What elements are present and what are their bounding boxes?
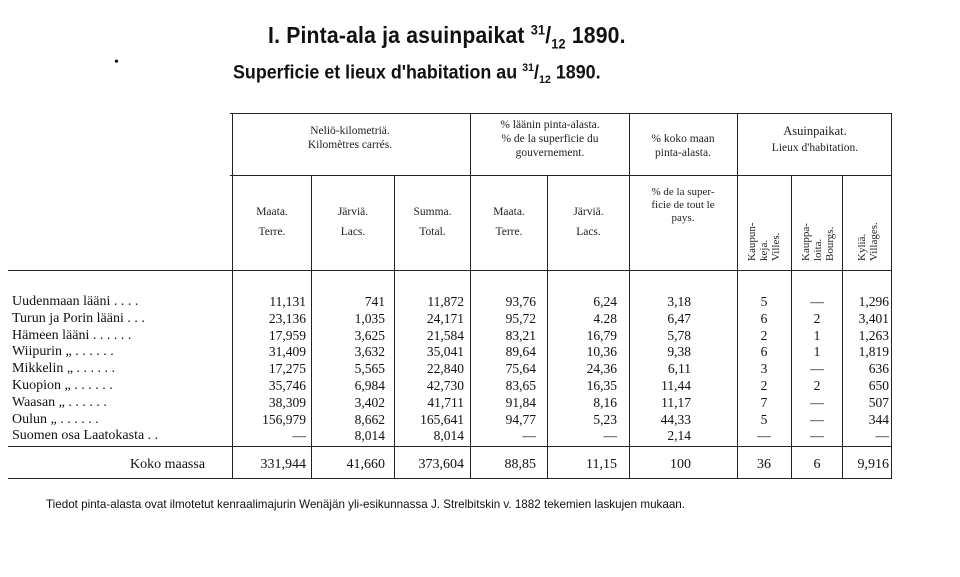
cell-jarvia: 6,984 [354,378,385,393]
cell-p-maata: 93,76 [505,294,536,309]
summa-header [396,205,469,239]
villes-header-2: keja. [758,239,770,261]
footnote: Tiedot pinta-alasta ovat ilmotetut kenraalimajurin Wenäjän yli-esikunnassa J. Strelbitskin v. 1882 tekemien laskujen mukaan. [46,497,686,511]
villages-header-2: Villages. [868,222,880,261]
total-label: Koko maassa [130,457,206,472]
col-rule-bourgs [791,175,792,479]
cell-p-jarvia: 6,24 [593,294,617,309]
col-rule-jarvia [311,175,312,479]
cell-jarvia: 3,632 [354,344,385,360]
pct-jarvia-header [549,205,628,239]
pct-jarvia-header-fr: Lacs. [576,226,601,238]
cell-villages: 344 [868,411,889,427]
cell-bourgs: — [810,294,824,309]
cell-p-jarvia: 8,16 [593,394,617,410]
habitation-group-fr: Lieux d'habitation. [771,142,859,154]
pct-gov-group-fr: % de la superficie du [501,133,599,145]
maata-header-fi: Maata. [256,206,288,218]
subtitle-date-day: 31 [522,62,534,74]
col-rule-villages [842,175,843,479]
cell-villages: 1,819 [858,344,889,360]
col-rule-pct-jarvia [547,175,548,479]
cell-p-jarvia: 4.28 [593,310,617,326]
group-header-rule [230,175,892,176]
bourgs-header [800,185,836,261]
row-label: Suomen osa Laatokasta . . [12,428,159,444]
jarvia-header [313,205,393,239]
total-jarvia: 41,660 [346,457,385,472]
cell-villages: 636 [868,361,889,377]
table-bottom-rule [8,478,892,479]
bourgs-header-1: Kauppa- [800,223,812,261]
total-maata: 331,944 [260,457,306,472]
jarvia-header-fi: Järviä. [337,206,369,218]
pct-total-sub-3: pays. [671,212,695,224]
cell-bourgs: 2 [813,378,821,393]
cell-maata: 17,275 [268,361,306,377]
cell-p-maata: 83,65 [505,378,536,393]
total-villages: 9,916 [857,457,889,472]
cell-summa: 41,711 [427,394,464,410]
cell-p-maata: 89,64 [505,344,536,360]
villages-header [856,185,880,261]
cell-summa: 35,041 [426,344,464,360]
cell-bourgs: — [810,361,824,377]
habitation-group-fi: Asuinpaikat. [783,124,847,138]
cell-p-total: 44,33 [660,411,691,427]
pct-total-sub-2: ficie de tout le [651,199,715,211]
cell-villes: 2 [760,327,768,343]
row-label: Kuopion „ . . . . . . [12,378,113,393]
habitation-group-header [740,124,890,155]
subtitle-date-month: 12 [538,74,551,87]
cell-villes: 2 [760,378,768,393]
total-bourgs: 6 [813,457,821,472]
cell-villes: — [757,428,771,444]
bourgs-header-2: loita. [812,238,824,261]
area-group-fi: Neliö-kilometriä. [310,125,390,137]
cell-bourgs: 1 [813,344,821,360]
pct-maata-header [472,205,546,239]
cell-villes: 7 [760,394,768,410]
cell-p-total: 6,47 [667,310,691,326]
cell-summa: 165,641 [420,411,464,427]
villes-header-1: Kaupun- [746,222,758,261]
maata-header [234,205,310,239]
cell-maata: 11,131 [269,294,306,309]
cell-summa: 11,872 [427,294,464,309]
subtitle-text: Superficie et lieux d'habitation au [233,62,518,84]
col-rule-pct-total [629,113,630,479]
cell-summa: 8,014 [433,428,464,444]
bullet-mark: • [114,55,119,70]
summa-header-fr: Total. [419,226,446,238]
title-text: Pinta-ala ja asuinpaikat [286,22,525,48]
cell-p-jarvia: 24,36 [586,361,617,377]
cell-villages: 1,296 [858,294,889,309]
pct-total-sub-header [631,186,735,225]
cell-p-maata: 75,64 [505,361,536,377]
body-bottom-rule [8,446,892,447]
cell-maata: 23,136 [268,310,306,326]
cell-p-maata: 94,77 [505,411,536,427]
cell-bourgs: — [810,428,824,444]
cell-jarvia: 8,014 [354,428,385,444]
cell-maata: — [292,428,306,444]
row-label: Mikkelin „ . . . . . . [12,361,116,377]
cell-p-maata: 91,84 [505,394,536,410]
cell-p-jarvia: 10,36 [586,344,617,360]
cell-p-jarvia: 16,79 [586,327,617,343]
cell-bourgs: — [810,411,824,427]
row-label: Waasan „ . . . . . . [12,394,107,410]
cell-maata: 156,979 [262,411,306,427]
bourgs-header-3: Bourgs. [824,226,836,261]
cell-p-total: 6,11 [667,361,691,377]
cell-p-jarvia: 5,23 [593,411,617,427]
row-label: Turun ja Porin lääni . . . [12,310,145,326]
cell-villes: 6 [760,310,768,326]
cell-p-jarvia: — [603,428,617,444]
summa-header-fi: Summa. [413,206,452,218]
total-summa: 373,604 [418,457,464,472]
title-number: I. [268,22,281,48]
cell-villages: 3,401 [858,310,889,326]
table-top-rule [230,113,892,114]
col-rule-summa [394,175,395,479]
cell-villages: 1,263 [858,327,889,343]
cell-jarvia: 741 [364,294,385,309]
cell-p-total: 5,78 [667,327,691,343]
pct-maata-header-fr: Terre. [495,226,523,238]
col-rule-villes [737,113,738,479]
cell-villes: 3 [760,361,768,377]
cell-summa: 22,840 [426,361,464,377]
col-rule-right [891,113,892,479]
cell-jarvia: 3,625 [354,327,385,343]
jarvia-header-fr: Lacs. [340,226,366,238]
page-title: I. Pinta-ala ja asuinpaikat $^{31}/_{12}$ 1890. [268,22,626,52]
cell-jarvia: 5,565 [354,361,385,377]
pct-gov-group-fi: % läänin pinta-alasta. [500,119,600,131]
area-group-header [250,124,450,152]
header-bottom-rule [8,270,892,271]
cell-maata: 35,746 [268,378,306,393]
pct-total-group-fi: % koko maan [651,133,715,145]
cell-bourgs: 2 [813,310,821,326]
cell-bourgs: — [810,394,824,410]
cell-villes: 5 [760,294,768,309]
cell-p-maata: 83,21 [505,327,536,343]
total-pct-total: 100 [670,457,691,472]
cell-villages: — [875,428,889,444]
title-date-month: 12 [551,36,566,52]
cell-villages: 507 [868,394,889,410]
total-pct-maata: 88,85 [504,457,536,472]
pct-total-group-fi2: pinta-alasta. [655,147,711,159]
row-label: Wiipurin „ . . . . . . [12,344,114,360]
col-rule-pct-gov [470,113,471,479]
cell-p-total: 2,14 [667,428,691,444]
cell-jarvia: 3,402 [354,394,385,410]
cell-villes: 6 [760,344,768,360]
cell-jarvia: 8,662 [354,411,385,427]
pct-gov-group-header [470,118,630,160]
villages-header-1: Kyliä. [856,233,868,261]
cell-p-jarvia: 16,35 [586,378,617,393]
total-pct-jarvia: 11,15 [586,457,617,472]
cell-summa: 24,171 [426,310,464,326]
cell-p-total: 9,38 [667,344,691,360]
cell-p-maata: 95,72 [505,310,536,326]
villes-header [746,185,782,261]
subtitle-year: 1890. [555,62,601,84]
cell-maata: 17,959 [268,327,306,343]
area-group-fr: Kilomètres carrés. [307,139,393,151]
villes-header-3: Villes. [770,232,782,261]
pct-maata-header-fi: Maata. [493,206,525,218]
total-villes: 36 [757,457,771,472]
cell-maata: 38,309 [268,394,306,410]
pct-total-group-header [631,132,735,160]
page-subtitle: Superficie et lieux d'habitation au $^{31}/_{12}$ 1890. [233,62,601,87]
title-date-day: 31 [530,22,546,38]
maata-header-fr: Terre. [258,226,286,238]
cell-p-total: 11,17 [661,394,691,410]
cell-maata: 31,409 [268,344,306,360]
cell-p-total: 11,44 [661,378,691,393]
cell-p-total: 3,18 [667,294,691,309]
row-label: Hämeen lääni . . . . . . [12,327,132,343]
pct-total-sub-1: % de la super- [651,186,715,198]
cell-summa: 21,584 [426,327,464,343]
title-year: 1890. [571,22,626,48]
row-label: Oulun „ . . . . . . [12,411,99,427]
pct-gov-group-fr2: gouvernement. [515,147,585,159]
col-rule-left [232,113,233,479]
cell-bourgs: 1 [813,327,821,343]
cell-jarvia: 1,035 [354,310,385,326]
cell-villages: 650 [868,378,889,393]
cell-villes: 5 [760,411,768,427]
cell-p-maata: — [522,428,536,444]
pct-jarvia-header-fi: Järviä. [573,206,604,218]
row-label: Uudenmaan lääni . . . . [12,294,139,309]
cell-summa: 42,730 [426,378,464,393]
